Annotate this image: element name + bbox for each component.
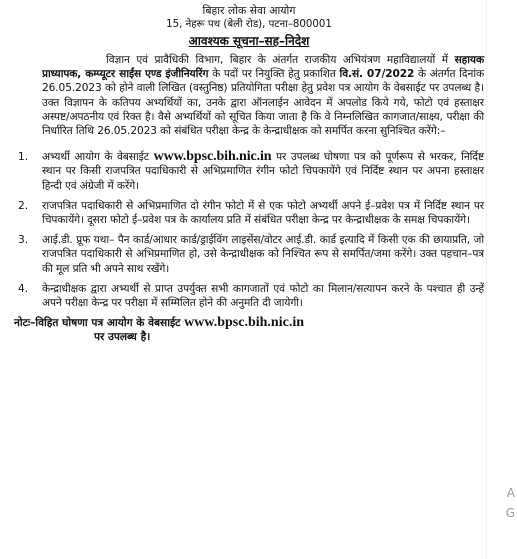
instruction-list: [14, 150, 484, 310]
notice-document: [14, 4, 484, 345]
footnote-text-pre: विहित घोषणा पत्र आयोग के वेबसाईट: [35, 317, 185, 330]
intro-paragraph: [42, 53, 484, 138]
org-address: 15, नेहरू पथ (बेली रोड), पटना–800001: [166, 19, 332, 30]
notice-title: आवश्यक सूचना–सह–निदेश: [188, 34, 310, 48]
item-number: 2.: [18, 199, 29, 212]
list-item: [14, 199, 484, 227]
item-number: 3.: [18, 234, 29, 247]
item-text: आई.डी. प्रूफ यथा– पैन कार्ड/आधार कार्ड/ड्राईविंग लाइसेंस/वोटर आई.डी. कार्ड इत्यादि में किसी एक की छायाप्रति, जो राजपत्रित पदाधिकारी से अभिप्रमाणित हो, उसे केन्द्राधीक्षक को निश्चित रूप से समर्पित/जमा करेंगे। उक्त पहचान–पत्र की मूल प्रति भी अपने साथ रखेंगे।: [42, 234, 484, 275]
intro-text-2: के पदों पर नियुक्ति हेतु प्रकाशित: [208, 68, 340, 81]
edge-glyph-g: G: [505, 506, 515, 520]
footnote-text: [35, 316, 304, 330]
item-text: राजपत्रित पदाधिकारी से अभिप्रमाणित दो रंगीन फोटो में से एक फोटो अभ्यर्थी अपने ई–प्रवेश पत्र में निर्दिष्ट स्थान पर चिपकायेंगे। दूसरा फोटो ई–प्रवेश पत्र के कार्यालय प्रति में संबंधित परीक्षा केन्द्र पर केन्द्राधीक्षक के समक्ष चिपकायेंगे।: [42, 199, 484, 227]
footnote: [14, 316, 484, 344]
item-text: केन्द्राधीक्षक द्वारा अभ्यर्थी से प्राप्त उपर्युक्त सभी कागजातों एवं फोटो का मिलान/सत्यापन करने के पश्चात ही उन्हें अपने परीक्षा केन्द्र पर परीक्षा में सम्मिलित होने की अनुमति दी जायेगी।: [42, 282, 484, 310]
list-item: [14, 150, 484, 193]
list-item: [14, 233, 484, 276]
item-number: 4.: [18, 282, 29, 295]
advertisement-number: वि.सं. 07/2022: [339, 68, 415, 81]
item-text-pre: अभ्यर्थी आयोग के वेबसाईट: [42, 151, 154, 164]
page-edge-shadow: [486, 0, 487, 559]
footnote-line-1: [14, 316, 484, 330]
post-name: सहायक प्राध्यापक, कम्प्यूटर साईंस एण्ड इंजीनियरिंग: [42, 54, 484, 81]
list-item: [14, 282, 484, 310]
edge-glyph-a: A: [506, 486, 515, 500]
website-link[interactable]: www.bpsc.bih.nic.in: [153, 149, 272, 165]
org-name: बिहार लोक सेवा आयोग: [202, 4, 296, 17]
item-number: 1.: [18, 151, 29, 164]
intro-text-3: के अंतर्गत दिनांक 26.05.2023 को होने वाली लिखित (वस्तुनिष्ठ) प्रतियोगिता परीक्षा हेतु प्रवेश पत्र आयोग के वेबसाईट पर उपलब्ध है। उक्त विज्ञापन के कतिपय अभ्यर्थियों का, उनके द्वारा ऑनलाईन आवेदन में अपलोड किये गये, फोटो एवं हस्ताक्षर अस्पष्ट/अपठनीय एवं रिक्त है। वैसे अभ्यर्थियों को सूचित किया जाता है कि वे निम्नलिखित कागजात/साक्ष्य, परीक्षा की निर्धारित तिथि 26.05.2023 को संबंधित परीक्षा केन्द्र के केन्द्राधीक्षक को समर्पित करना सुनिश्चित करेंगे:–: [42, 68, 485, 138]
item-text-post: पर उपलब्ध घोषणा पत्र को पूर्णरूप से भरकर, निर्दिष्ट स्थान पर किसी राजपत्रित पदाधिकारी से अभिप्रमाणित रंगीन फोटो चिपकायेंगे एवं निर्दिष्ट स्थान पर अपना हस्ताक्षर हिन्दी एवं अंग्रेजी में करेंगे।: [42, 151, 484, 192]
item-text: [42, 150, 484, 193]
intro-text-1: विज्ञान एवं प्रावैधिकी विभाग, बिहार के अंतर्गत राजकीय अभियंत्रण महाविद्यालयों में: [106, 54, 455, 66]
footnote-website-link[interactable]: www.bpsc.bih.nic.in: [184, 315, 304, 331]
footnote-line-2: पर उपलब्ध है।: [94, 331, 151, 344]
footnote-label: नोटः–: [14, 317, 36, 330]
